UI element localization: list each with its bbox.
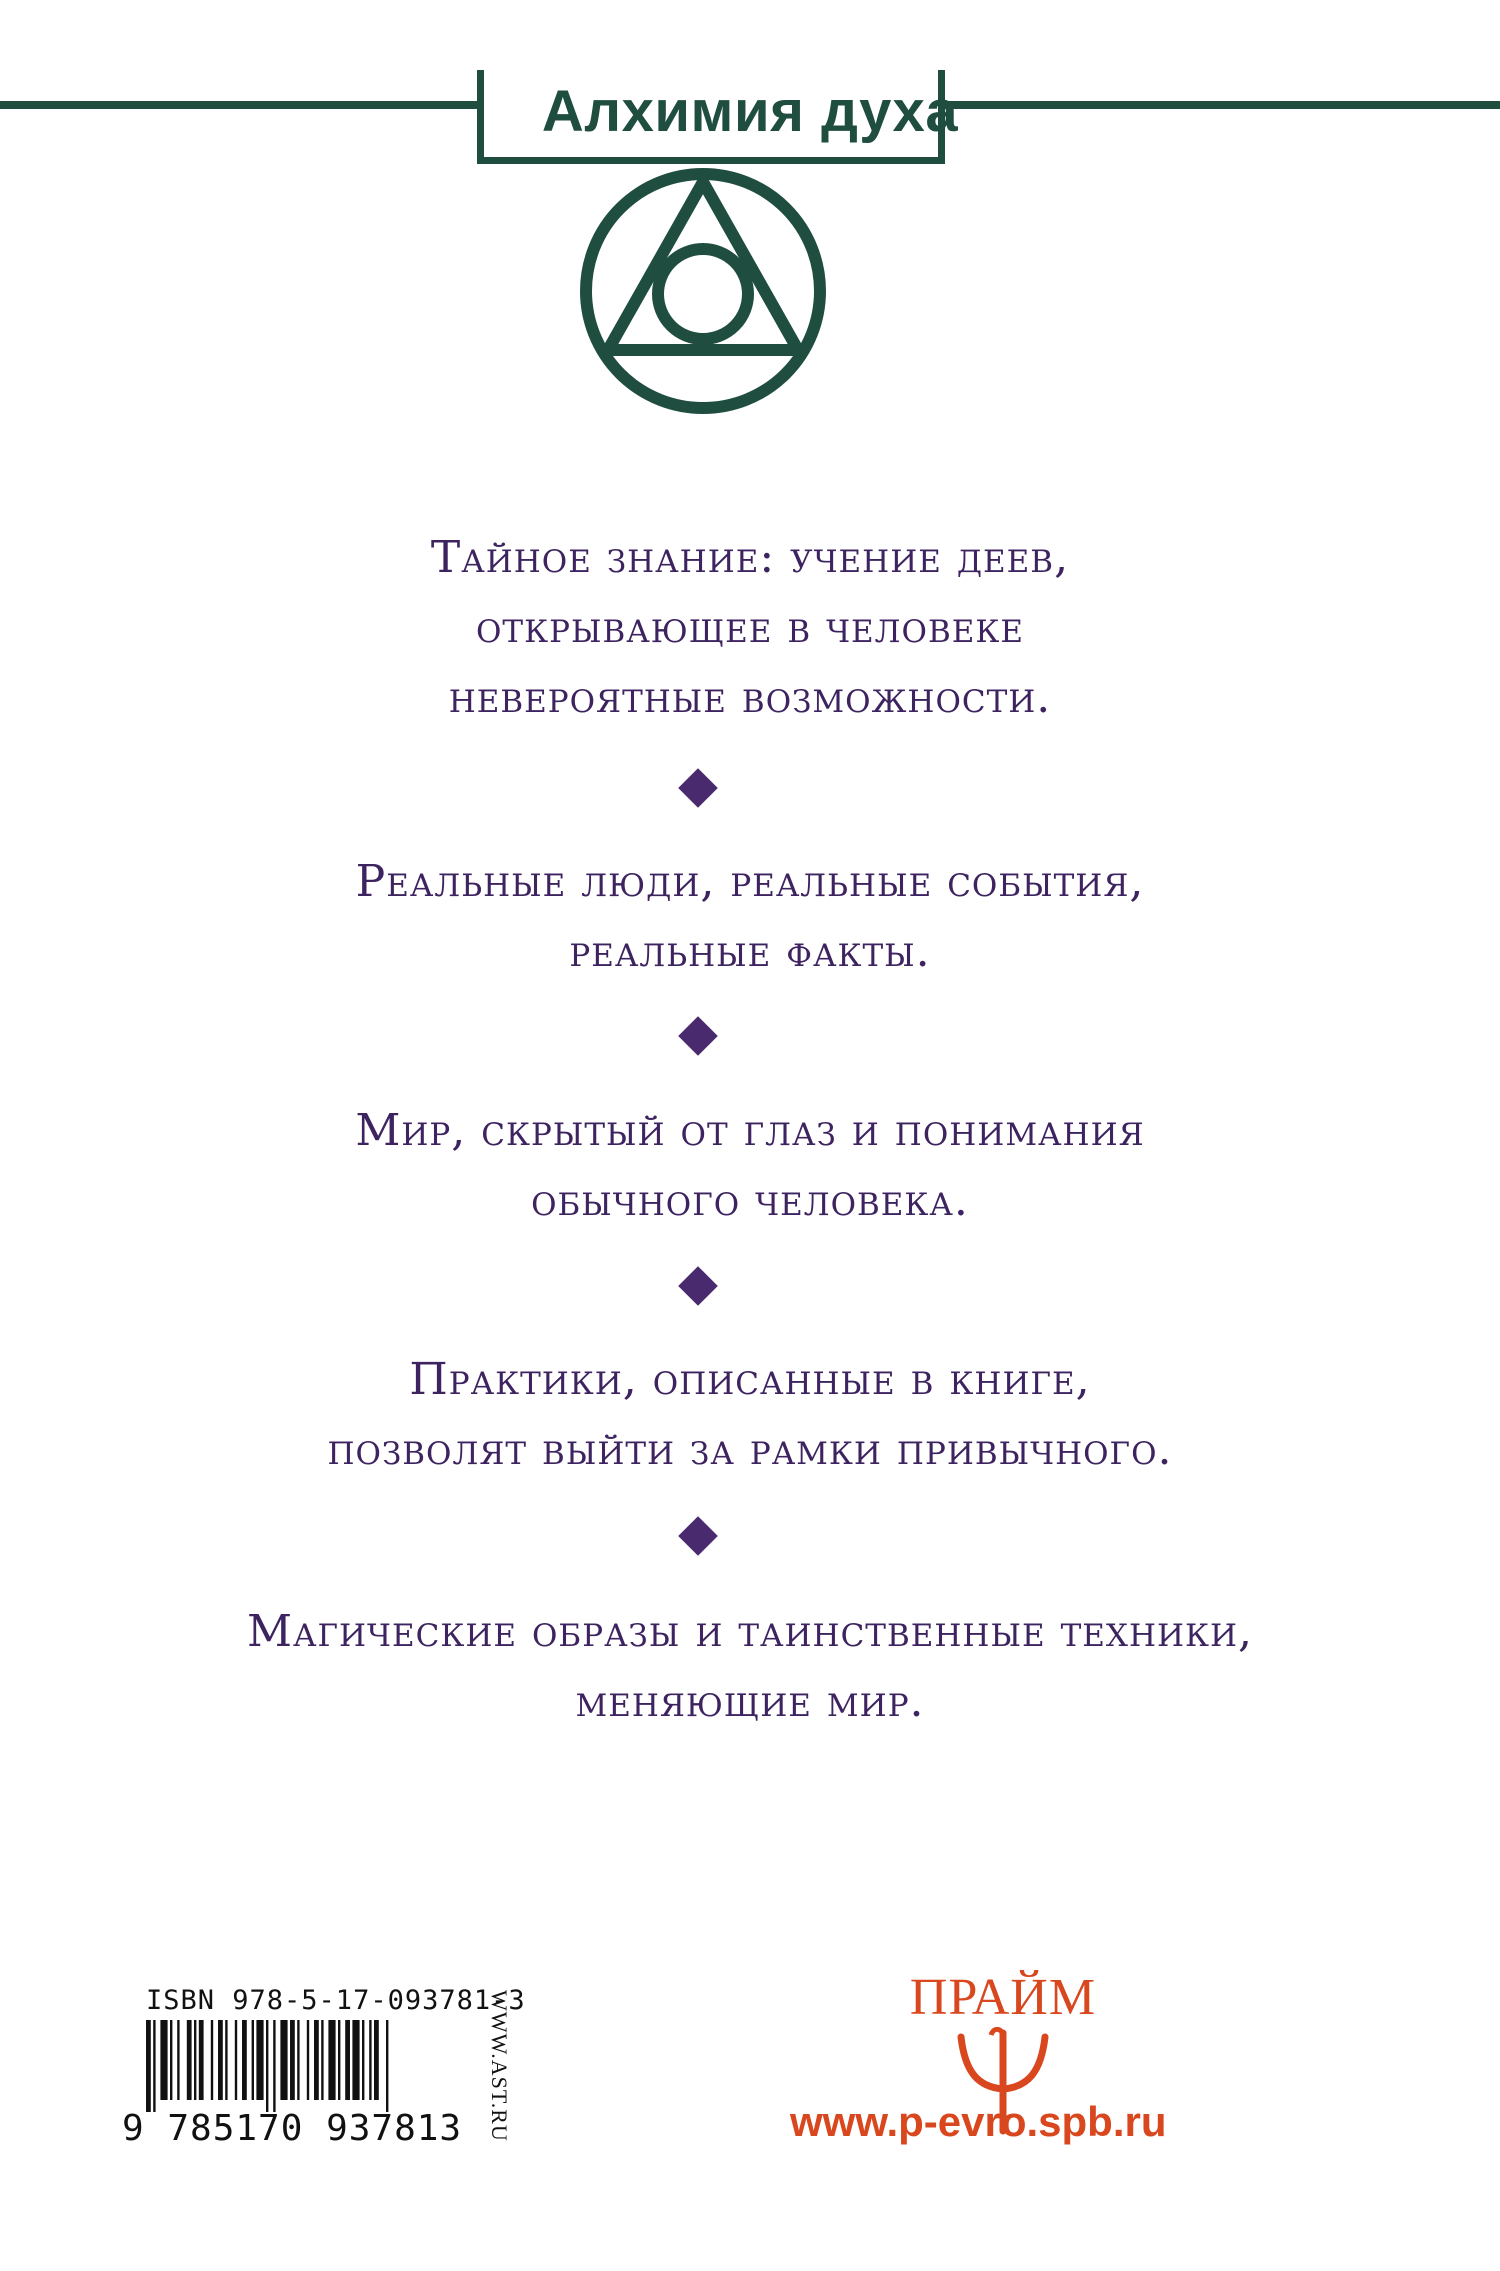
blurb-paragraph-4 bbox=[0, 1345, 1500, 1485]
barcode bbox=[146, 2020, 471, 2112]
blurb-line: меняющие мир. bbox=[575, 1676, 925, 1727]
blurb-line: Тайное знание: учение деев, bbox=[430, 532, 1070, 583]
blurb-paragraph-3 bbox=[0, 1096, 1500, 1236]
blurb-paragraph-5 bbox=[0, 1597, 1500, 1737]
diamond-divider-icon bbox=[678, 768, 718, 808]
blurb-line: Мир, скрытый от глаз и понимания bbox=[355, 1105, 1145, 1156]
series-title: Алхимия духа bbox=[541, 79, 959, 144]
blurb-line: позволят выйти за рамки привычного. bbox=[327, 1424, 1173, 1475]
blurb-line: обычного человека. bbox=[531, 1175, 969, 1226]
publisher-name: ПРАЙМ bbox=[909, 1969, 1097, 2026]
blurb-paragraph-2 bbox=[0, 847, 1500, 987]
blurb-line: реальные факты. bbox=[569, 926, 931, 977]
blurb-line: открывающее в человеке bbox=[476, 602, 1024, 653]
alchemy-emblem-icon bbox=[578, 166, 828, 416]
blurb-line: Практики, описанные в книге, bbox=[409, 1354, 1091, 1405]
barcode-digits: 9 785170 937813 bbox=[122, 2108, 463, 2149]
blurb-paragraph-1 bbox=[0, 523, 1500, 733]
blurb-line: Реальные люди, реальные события, bbox=[355, 856, 1145, 907]
isbn-label: ISBN 978-5-17-093781-3 bbox=[146, 1985, 526, 2016]
diamond-divider-icon bbox=[678, 1016, 718, 1056]
publisher-url: www.p-evro.spb.ru bbox=[790, 2098, 1167, 2145]
diamond-divider-icon bbox=[678, 1266, 718, 1306]
blurb-line: Магические образы и таинственные техники, bbox=[246, 1606, 1254, 1657]
diamond-divider-icon bbox=[678, 1516, 718, 1556]
blurb-line: невероятные возможности. bbox=[448, 672, 1052, 723]
website-vertical: WWW.AST.RU bbox=[487, 1990, 512, 2142]
